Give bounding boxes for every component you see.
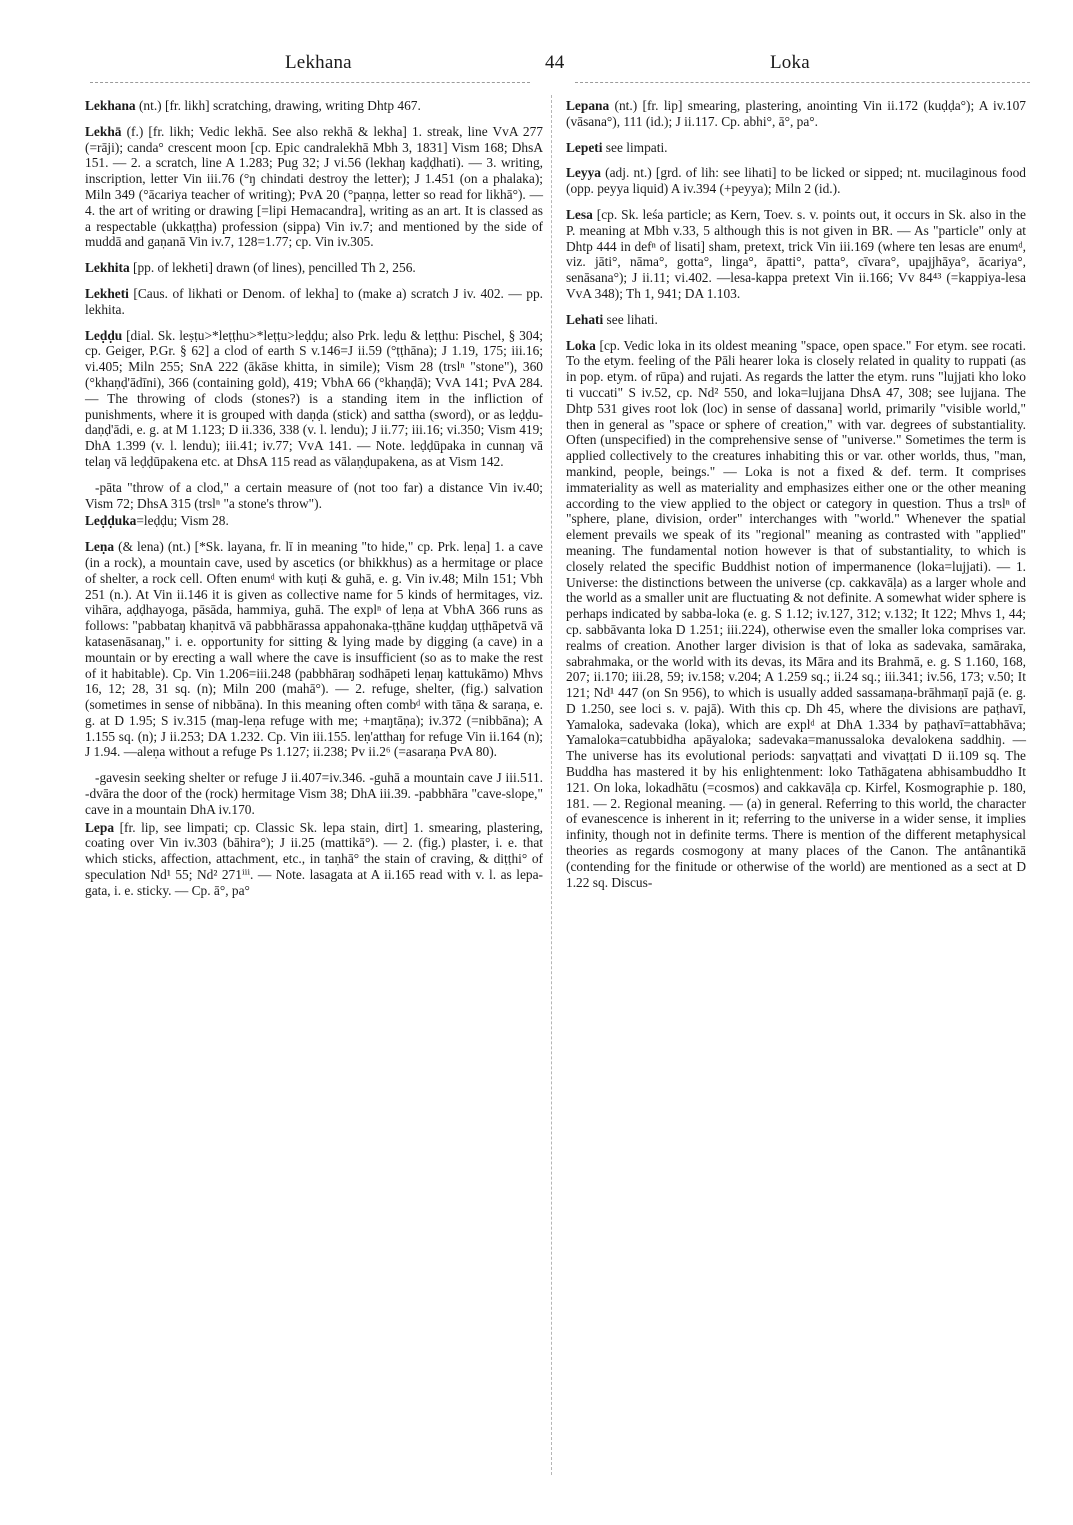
entry-headword: Leḍḍu xyxy=(85,327,123,343)
left-column xyxy=(85,98,543,909)
header-rule-left xyxy=(90,82,530,83)
entry-headword: Leḍḍuka xyxy=(85,513,137,529)
running-head-right: Loka xyxy=(770,52,810,73)
dictionary-entry xyxy=(85,539,543,760)
running-head-left: Lekhana xyxy=(285,52,352,73)
entry-body: see lihati. xyxy=(603,311,658,327)
entry-headword: Lepana xyxy=(566,98,610,113)
dictionary-entry xyxy=(85,286,543,318)
entry-body: =leḍḍu; Vism 28. xyxy=(136,513,229,529)
dictionary-entry xyxy=(85,513,543,529)
dictionary-entry xyxy=(85,124,543,250)
entry-body: (f.) [fr. likh; Vedic lekhā. See also rekhā & lekha] 1. streak, line VvA 277 (=rāji); canda° crescent moon [cp. Epic candralekhā Mbh 3, 1831] Vism 168; DhsA 151. — 2. a scratch, line A 1.283; Pug 32; J vi.56 (lekhaŋ kaḍḍhati). — 3. writing, inscription, letter Vin iii.76 (°ŋ chindati destroy the letter); J 1.451 (on a phalaka); Miln 349 (°ācariya teacher of writing); PvA 20 (°paṇṇa, letter so read for likhā°). — 4. the art of writing or drawing [=lipi Hemacandra], writing as an art. It is classed as a respectable (ukkaṭṭha) profession (sippa) Vin iv.7; and mentioned by the side of muddā and gaṇanā Vin iv.7, 128=1.77; cp. Vin iv.305. xyxy=(85,123,543,250)
entry-headword: Loka xyxy=(566,337,596,353)
entry-body: [cp. Vedic loka in its oldest meaning "space, open space." For etym. see rocati. To the etym. feeling of the Pāli hearer loka is closely related in quality to ruppati (as in pop. etym. of rūpa) and rujati. As regards the latter the etym. runs "lujjati kho loko ti vuccati" S iv.52, cp. Nd² 550, and loka=lujjana DhsA 47, 308; see lujjana. The Dhtp 531 gives root lok (loc) in sense of dassana] world, primarily "visible world," then in general as "space or sphere of creation," with var. degrees of substantiality. Often (unspecified) in the comprehensive sense of "universe." Sometimes the term is applied collectively to the creatures inhabiting this or var. other worlds, thus, "man, mankind, people, beings." — Loka is not a fixed & def. term. It comprises immateriality as well as materiality and emphasizes either one or the other meaning according to the view applied to the object or category in question. Thus a trslⁿ of "sphere, plane, division, order" interchanges with "world." Whenever the spatial element prevails we speak of its "regional" meaning as contrasted with "applied" meaning. The fundamental notion however is that of substantiality, to which is closely related the specific Buddhist notion of impermanence (loka=lujjati). — 1. Universe: the distinctions between the universe (cp. cakkavāḷa) as a larger whole and the world as a smaller unit are fluctuating & not definite. A somewhat wider sphere is perhaps indicated by sabba-loka (e. g. S 1.12; iv.127, 312; v.132; It 122; Mhvs 1, 44; cp. sabbāvanta loka D 1.251; iii.224), otherwise even the smaller loka comprises var. realms of creation. Another larger division is that of loka as sadevaka, samāraka, sabrahmaka, or the world with its devas, its Māra and its Brahmā, e. g. S 1.160, 168, 207; ii.170; iii.28, 59; iv.158; v.204; A 1.259 sq.; ii.24 sq.; iii.341; iv.56, 173; v.50; It 121; Nd¹ 447 (on Sn 956), to which is usually added sassamaṇa-brāhmaṇī pajā (e. g. D 1.250, see loci s. v. pajā). With this cp. Dh 45, where the divisions are paṭhavī, Yamaloka, sadevaka (loka), which are explᵈ at DhA 1.334 by paṭhavī=attabhāva; Yamaloka=catubbidha apāyaloka; sadevaka=manussaloka devalokena saddhiŋ. — The universe has its evolutional periods: saŋvaṭṭati and vivaṭṭati D ii.109 sq. The Buddha has mastered it by his enlightenment: loko Tathāgatena abhisambuddho It 121. On loka, lokadhātu (=cosmos) and cakkavāḷa cp. Kirfel, Kosmographie p. 180, 181. — 2. Regional meaning. — (a) in general. Referring to this world, the character of evanescence is inherent in it; referring to the universe in a wider sense, it implies infinity, though not in definite terms. There is mention of the different metaphysical theories as regards cosmogony at many places of the Canon. The antânantikā (contending for the finitude or otherwise of the world) are mentioned as a sect at D 1.22 sq. Discus- xyxy=(566,337,1026,890)
entry-body: [cp. Sk. leśa particle; as Kern, Toev. s. v. points out, it occurs in Sk. also in the P. meaning at Mbh v.33, 5 although this is not given in BR. — As "particle" only at Dhtp 444 in defⁿ of lisati] sham, pretext, trick Vin iii.169 (where ten lesas are enumᵈ, viz. jāti°, nāma°, gotta°, linga°, āpatti°, patta°, cīvara°, upajjhāya°, ācariya°, senāsana°); J ii.11; vi.402. —lesa-kappa pretext Vin ii.166; Vv 84⁴³ (=kappiya-lesa VvA 348); Th 1, 941; DA 1.103. xyxy=(566,206,1026,301)
right-column xyxy=(566,98,1026,900)
dictionary-entry xyxy=(85,328,543,470)
entry-body: [fr. lip, see limpati; cp. Classic Sk. lepa stain, dirt] 1. smearing, plastering, coating over Vin iv.303 (bāhira°); J ii.25 (mattikā°). — 2. (fig.) plaster, i. e. that which sticks, affection, attachment, etc., in taṇhā° the stain of craving, & diṭṭhi° of speculation Nd¹ 55; Nd² 271ⁱⁱⁱ. — Note. lasagata at A ii.165 read with v. l. as lepa-gata, i. e. sticky. — Cp. ā°, pa° xyxy=(85,819,543,898)
entry-body: -pāta "throw of a clod," a certain measure of (not too far) a distance Vin iv.40; Vism 72; DhsA 315 (trslⁿ "a stone's throw"). xyxy=(85,479,543,511)
page-number: 44 xyxy=(545,52,565,73)
entry-compounds xyxy=(85,480,543,512)
dictionary-entry xyxy=(566,338,1026,891)
entry-body: (nt.) [fr. lip] smearing, plastering, anointing Vin ii.172 (kuḍḍa°); A iv.107 (vāsana°), 111 (id.); J ii.117. Cp. abhi°, ā°, pa°. xyxy=(566,98,1026,129)
entry-body: [pp. of lekheti] drawn (of lines), pencilled Th 2, 256. xyxy=(129,260,416,276)
entry-headword: Leyya xyxy=(566,165,601,181)
entry-headword: Lekhana xyxy=(85,98,136,113)
entry-headword: Lesa xyxy=(566,206,593,222)
dictionary-entry xyxy=(85,98,543,114)
column-divider xyxy=(551,95,552,1475)
entry-headword: Lepa xyxy=(85,819,115,835)
header-rule-right xyxy=(575,82,1030,83)
dictionary-entry xyxy=(566,98,1026,130)
entry-body: see limpati. xyxy=(602,139,668,155)
entry-headword: Lekheti xyxy=(85,285,129,301)
entry-headword: Lepeti xyxy=(566,139,603,155)
entry-compounds xyxy=(85,770,543,817)
entry-body: (nt.) [fr. likh] scratching, drawing, writing Dhtp 467. xyxy=(135,98,421,113)
entry-body: [Caus. of likhati or Denom. of lekha] to (make a) scratch J iv. 402. — pp. lekhita. xyxy=(85,285,543,317)
entry-body: [dial. Sk. leṣṭu>*leṭṭhu>*leṭṭu>leḍḍu; also Prk. leḍu & leṭṭhu: Pischel, § 304; cp. Geiger, P.Gr. § 62] a clod of earth S v.146=J ii.59 (°ṭṭhāna); J 1.19, 175; iii.16; vi.405; Miln 255; SnA 222 (ākāse khitta, in simile); Vism 28 (trslⁿ "stone"), 360 (°khaṇḍ'ādīni), 366 (containing gold), 419; VbhA 66 (°khaṇḍā); VvA 141; PvA 284. — The throwing of clods (stones?) is a standing item in the infliction of punishments, where it is grouped with daṇḍa (stick) and sattha (sword), or as leḍḍu-daṇḍ'ādi, e. g. at M 1.123; D ii.336, 338 (v. l. lendu); J ii.77; iii.16; vi.350; Vism 419; DhA 1.399 (v. l. lendu); iii.41; iv.77; VvA 141. — Note. leḍḍūpaka in cunnaŋ vā telaŋ vā leḍḍūpakena etc. at DhsA 115 read as vālaṇḍupakena, as at Vism 142. xyxy=(85,327,543,469)
entry-body: (& lena) (nt.) [*Sk. layana, fr. lī in meaning "to hide," cp. Prk. leṇa] 1. a cave (in a rock), a mountain cave, used by ascetics (or bhikkhus) as a hermitage or place of shelter, a rock cell. Often enumᵈ with kuṭi & guhā, e. g. Vin iv.48; Miln 151; Vbh 251 (n.). At Vin ii.146 it is given as collective name for 5 kinds of hermitages, viz. vihāra, aḍḍhayoga, pāsāda, hammiya, guhā. The explⁿ of leṇa at VbhA 366 runs as follows: "pabbataŋ khaṇitvā vā pabbhārassa appahonaka-ṭṭhāne kuḍḍaŋ uṭṭhāpetvā vā katasenāsanaŋ," i. e. opportunity for sitting & lying made by digging (a cave) in a mountain or by erecting a wall where the cave is insufficient (so as to make the rest of it habitable). Cp. Vin 1.206=iii.248 (pabbhāraŋ sodhāpeti leṇaŋ kattukāmo) Mhvs 16, 12; 28, 31 sq. (n); Miln 200 (mahā°). — 2. refuge, shelter, (fig.) salvation (sometimes in sense of nibbāna). In this meaning often combᵈ with tāṇa & saraṇa, e. g. at D 1.95; S iv.315 (maŋ-leṇa refuge with me; +maŋtāṇa); iv.372 (=nibbāna); A 1.155 sq. (n); J ii.253; DA 1.232. Cp. Vin iii.155. leṇ'atthaŋ for refuge Vin ii.164 (n); J 1.94. —aleṇa without a refuge Ps 1.127; ii.238; Pv ii.2⁶ (=asaraṇa PvA 80). xyxy=(85,539,543,760)
dictionary-entry xyxy=(85,820,543,899)
dictionary-entry xyxy=(566,207,1026,302)
entry-headword: Lehati xyxy=(566,311,604,327)
entry-body: -gavesin seeking shelter or refuge J ii.407=iv.346. -guhā a mountain cave J iii.511. -dvāra the door of the (rock) hermitage Vism 38; DhA iii.39. -pabbhāra "cave-slope," cave in a mountain DhA iv.170. xyxy=(85,770,543,817)
dictionary-entry xyxy=(85,260,543,276)
entry-headword: Lekhita xyxy=(85,260,130,276)
entry-headword: Leṇa xyxy=(85,539,115,555)
dictionary-entry xyxy=(566,165,1026,197)
dictionary-entry xyxy=(566,140,1026,156)
dictionary-entry xyxy=(566,312,1026,328)
entry-body: (adj. nt.) [grd. of lih: see lihati] to be licked or sipped; nt. mucilaginous food (opp. peyya liquid) A iv.394 (+peyya); Miln 2 (id.). xyxy=(566,165,1026,197)
entry-headword: Lekhā xyxy=(85,123,122,139)
